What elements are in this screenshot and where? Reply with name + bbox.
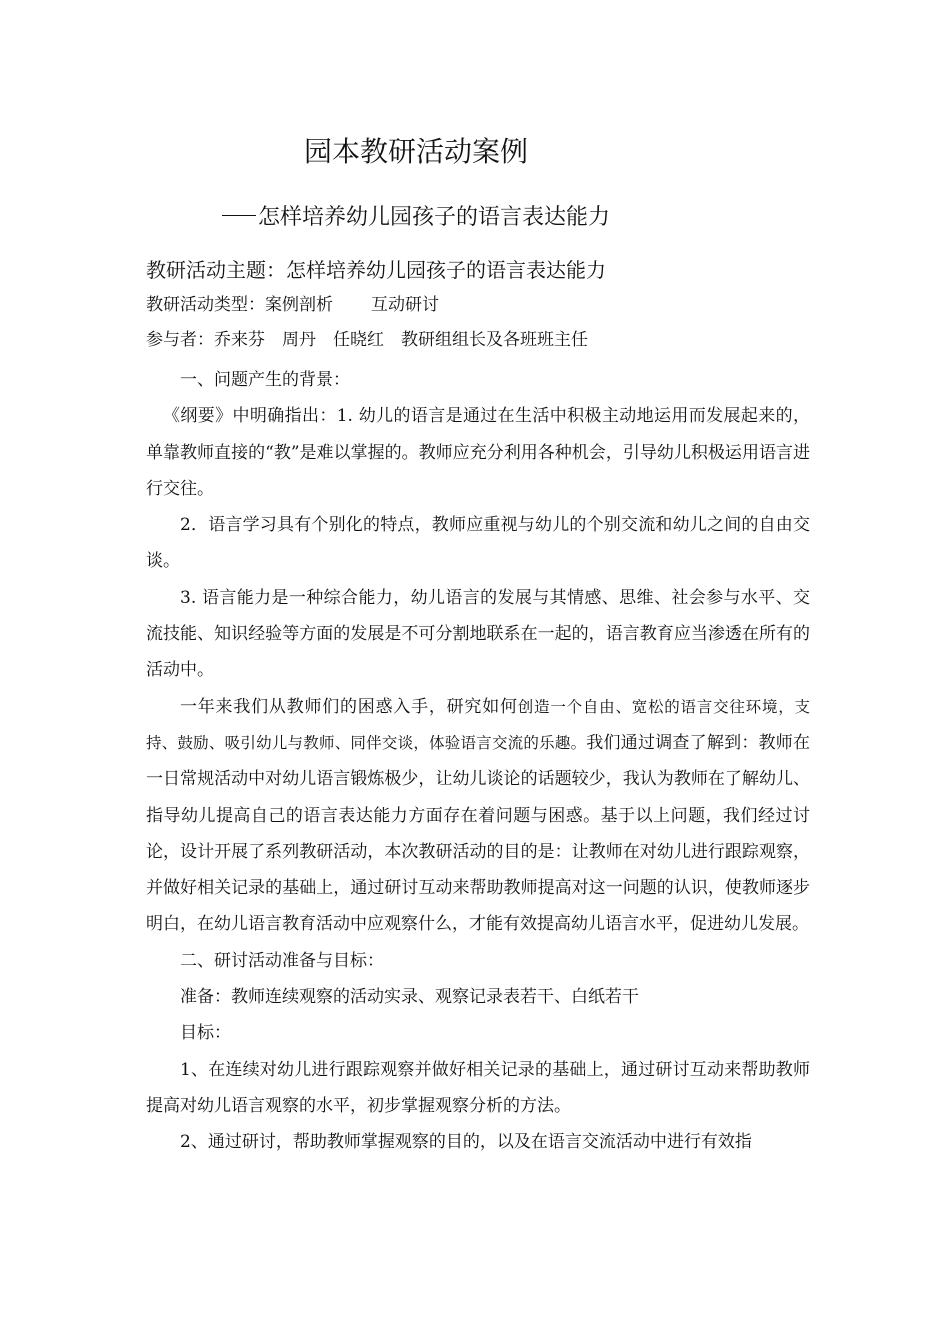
section-heading-preparation: 二、研讨活动准备与目标： xyxy=(180,950,384,971)
participants: 参与者：乔来芬 周丹 任晓红 教研组组长及各班班主任 xyxy=(146,330,588,350)
goal-item-2: 2、通过研讨，帮助教师掌握观察的目的，以及在语言交流活动中进行有效指 xyxy=(180,1132,752,1153)
goal-label: 目标： xyxy=(180,1023,231,1044)
activity-type xyxy=(146,291,439,319)
document-subtitle xyxy=(222,200,610,236)
activity-type-label: 教研活动类型：案例剖析 xyxy=(146,295,333,315)
goal-item-1: 1、在连续对幼儿进行跟踪观察并做好相关记录的基础上，通过研讨互动来帮助教师提高对幼儿语言观察的水平，初步掌握观察分析的方法。 xyxy=(146,1059,810,1116)
preparation-text: 准备：教师连续观察的活动实录、观察记录表若干、白纸若干 xyxy=(180,987,639,1008)
section-heading-background: 一、问题产生的背景： xyxy=(180,370,350,390)
activity-type-extra: 互动研讨 xyxy=(371,295,439,315)
paragraph-outline-point-1: 《纲要》中明确指出：1. 幼儿的语言是通过在生活中积极主动地运用而发展起来的，单靠教师直接的“教”是难以掌握的。教师应充分利用各种机会，引导幼儿积极运用语言进行交往。 xyxy=(146,406,810,499)
paragraph-outline-point-2: 2．语言学习具有个别化的特点，教师应重视与幼儿的个别交流和幼儿之间的自由交谈。 xyxy=(146,515,810,572)
purpose-text-a: 一年来我们从教师们的困惑入手，研究如何 xyxy=(180,696,518,717)
document-body xyxy=(146,362,810,1161)
subtitle-text: 怎样培养幼儿园孩子的语言表达能力 xyxy=(258,205,611,230)
paragraph-research-purpose xyxy=(146,689,810,943)
purpose-text-c: 我们通过调查了解到：教师在一日常规活动中对幼儿语言锻炼极少，让幼儿谈论的话题较少，我认为教师在了解幼儿、指导幼儿提高自己的语言表达能力方面存在着问题与困惑。基于以上问题，我们经过讨论，设计开展了系列教研活动，本次教研活动的目的是：让教师在对幼儿进行跟踪观察，并做好相关记录的基础上，通过研讨互动来帮助教师提高对这一问题的认识，使教师逐步明白，在幼儿语言教育活动中应观察什么，才能有效提高幼儿语言水平，促进幼儿发展。 xyxy=(146,732,810,935)
paragraph-outline-point-3: 3. 语言能力是一种综合能力，幼儿语言的发展与其情感、思维、社会参与水平、交流技能、知识经验等方面的发展是不可分割地联系在一起的，语言教育应当渗透在所有的活动中。 xyxy=(146,587,810,681)
em-dash-rule xyxy=(222,215,256,216)
activity-theme: 教研活动主题：怎样培养幼儿园孩子的语言表达能力 xyxy=(146,258,606,282)
purpose-text-b: 创造一个自由、宽松的语言交往环境，支持、鼓励、吸引幼儿与教师、同伴交谈，体验语言交流的乐趣。 xyxy=(146,697,810,752)
document-title: 园本教研活动案例 xyxy=(304,135,529,168)
